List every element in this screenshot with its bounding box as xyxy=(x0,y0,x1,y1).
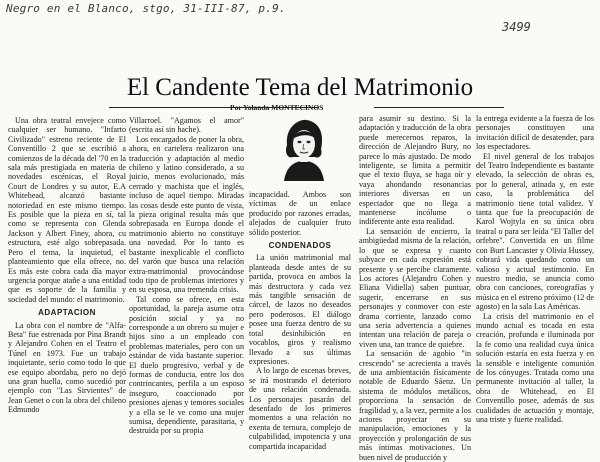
paragraph: A lo largo de escenas breves, se irá mostrando el deterioro de una relación condenada. Los personajes pasarán del desenfado de los primeros momentos a una relación no exenta de ternura, complejo de culpabilidad, impotencia y una compartida incapacidad xyxy=(249,366,351,451)
paragraph: La sensación de encierro, la ambigüedad misma de la relación, lo que se expresa y cuanto subyace en cada expresión está presente y se percibe claramente. Los actores (Alejandro Cohen y Eliana Vidiella) saben puntuar, sugerir, encerrarse en sus personajes y conmover con este drama corriente, lanzado como una seria advertencia a quienes intentan una relación de pareja o viven una, tan trance de quiebre. xyxy=(359,226,471,349)
byline: Por Yolanda MONTECINOS xyxy=(230,103,324,112)
paragraph: La obra con el nombre de "Alfa-Beta" fue estrenada por Pina Brandt y Alejandro Cohen en el Teatro el Túnel en 1973. Fue un trabajo inquietante, serio como todo lo que ese equipo abordaba, pero no dejó una gran huella, como sucedió por ejemplo con "Las Sirvientes" de Jean Genet o con la obra del chileno Edmundo xyxy=(8,320,126,415)
paragraph: Una obra teatral envejece como cualquier ser humano. "Infarto Civilizado" estreno reciente de El Conventillo 2 que se escribió a comienzos de la década del '70 en la sala más prestigiada en materia de novedades escénicas, el Royal Court de Londres y su autor, E.A Whitehead, alcanzó bastante notoriedad en este mismo tiempo. Es posible que la pieza en sí, tal como se representa con Glenda Jackson y Albert Finey, ahora, cu estructura, esté algo sobrepasada. Pero el tema, la inquietud, el planteamiento que ella ofrece, no. Es más este cobra cada día mayor urgencia porque atañe a una entidad que es soporte de la familia y sociedad del mundo: el matrimonio. xyxy=(8,116,126,304)
section-heading-condenados: CONDENADOS xyxy=(268,241,332,251)
article-column-2 xyxy=(129,116,244,436)
article-title: El Candente Tema del Matrimonio xyxy=(126,74,474,101)
paragraph: La sensación de agobio "in crescendo" se acrecienta a través de una ambientación físicamente notable de Eduardo Sáenz. Un sistema de módulos metálicos, proporciona la sensación de fragilidad y, a la vez, permite a los actores proyectar en su manipulación, emociones y la proyección y prolongación de sus más íntimas motivaciones. Un buen nivel de producción y xyxy=(359,349,471,462)
article-column-4 xyxy=(359,114,471,462)
paragraph: la entrega evidente a la fuerza de los personajes constituyen una invitación difícil de desatender, para los espectadores. xyxy=(476,114,594,152)
paragraph: La crisis del matrimonio en el mundo actual es tocada en esta creación, profunda e iluminada por la fe como una realidad cuya única solución estaría en esta fuerza y en la sensible e inteligente comunión de los cónyuges. Tratada como una permanente invitación al taller, la obra de Whitehead, en El Conventillo posee, además de sus cualidades de actuación y montaje, una triste y fuerte realidad. xyxy=(476,311,594,424)
handwritten-source-note: Negro en el Blanco, stgo, 31-III-87, p.9. xyxy=(6,2,286,15)
paragraph: para asumir su destino. Si la adaptación y traducción de la obra puede merecernos reparos, la dirección de Alejandro Bury, no parece lo más ajustado. De modo inteligente, se limita a permitir que el texto fluya, se haga oír y vaya ahondando resonancias interiores diversas en un espectador que no llega a mantenerse incólume o indiferente ante esta realidad. xyxy=(359,114,471,227)
paragraph: Tal como se ofrece, en esta oportunidad, la pareja asume otra posición social y ya no corresponde a un obrero su mujer e hijos sino a un empleado con problemas materiales, pero con un estándar de vida bastante superior. El duelo progresivo, verbal y de formas de conducta, entre los dos contrincantes, perfila a un esposo inseguro, coaccionado por presiones ajenas y temores sociales y a ella se le ve como una mujer sumisa, dependiente, parasitaria, y destruida por su propia xyxy=(129,294,244,436)
article-column-5 xyxy=(476,114,594,424)
paragraph: La unión matrimonial mal planteada desde antes de su partida, provoca en ambos la más destructora y cada vez más tangible sensación de cárcel, de lazos no deseados pero poderosos. El diálogo posee una fuerza dentro de su total desinhibición en vocablos, giros y realismo llevado a sus últimas expresiones. xyxy=(249,253,351,366)
paragraph: Los encargados de poner la obra, ahora, en cartelera realizaron una traducción y adaptación al medio chileno y latino considerado, a su juicio, menos evolucionado, más cerrado y machista que el inglés, incluso de aquel tiempo. Miradas las cosas desde este punto de vista, la pieza original resulta más que sobrepasada en Europa donde el matrimonio abierto no constituye una novedad. Por lo tanto es bastante inexplicable el conflicto del varón que busca una relación extra-matrimonial provocándose todo tipo de problemas interiores y en su esposa, una tremenda crisis. xyxy=(129,134,244,295)
article-column-1 xyxy=(8,116,126,415)
handwritten-number: 3499 xyxy=(502,20,531,34)
paragraph: El nivel general de los trabajos del Teatro Independiente es bastante elevado, la selección de obras es, por lo general, atinada y, en este caso, la problemática del matrimonio tiene total validez. Y tanta que fue la preocupación de Karol Wojtyla en su única obra teatral o para ser leída "El Taller del orfebre". Convertida en un filme con Burt Lancaster y Olivia Hussey, cobrará vida quedando como un valioso y actual testimonio. En nuestro medio, se anuncia como obra con canciones, coreografías y música en el estreno próximo (12 de agosto) en la sala Las Américas. xyxy=(476,151,594,312)
title-rule-right xyxy=(374,107,504,108)
paragraph: Villarroel. "Agamos el amor" (escrita así sin hache). xyxy=(129,116,244,135)
author-portrait xyxy=(279,117,329,181)
paragraph: incapacidad. Ambos son víctimas de un enlace producido por razones erradas, alejados de cualquier fruto sólido posterior. xyxy=(249,190,351,237)
article-column-3 xyxy=(249,190,351,451)
section-heading-adaptacion: ADAPTACION xyxy=(38,308,96,318)
